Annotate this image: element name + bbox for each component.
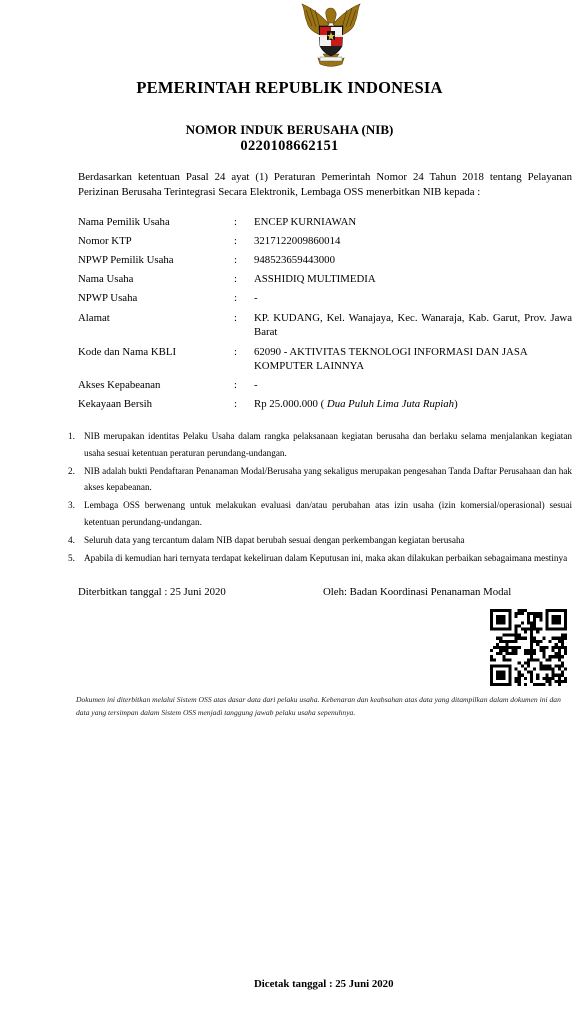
field-separator: : xyxy=(234,398,237,410)
qr-code-icon xyxy=(490,609,567,686)
field-separator: : xyxy=(234,216,237,228)
field-value: 62090 - AKTIVITAS TEKNOLOGI INFORMASI DAN JASA KOMPUTER LAINNYA xyxy=(254,346,528,372)
field-label: Kode dan Nama KBLI xyxy=(78,346,177,358)
government-title: PEMERINTAH REPUBLIK INDONESIA xyxy=(136,78,443,97)
field-separator: : xyxy=(234,254,237,266)
nib-number: 0220108662151 xyxy=(240,138,339,154)
issuing-authority: Oleh: Badan Koordinasi Penanaman Modal xyxy=(323,586,512,598)
field-label: Nama Pemilik Usaha xyxy=(78,216,170,228)
garuda-emblem-icon xyxy=(298,2,364,70)
note-text: NIB merupakan identitas Pelaku Usaha dalam rangka pelaksanaan kegiatan berusaha dan berlaku selama menjalankan kegiatan usaha sesuai ketentuan peraturan perundang-undangan. xyxy=(84,431,572,458)
note-number: 5. xyxy=(68,552,75,563)
field-value: ENCEP KURNIAWAN xyxy=(254,216,357,228)
net-worth-close: ) xyxy=(454,398,458,410)
note-item xyxy=(68,497,572,530)
note-item xyxy=(68,428,572,461)
intro-paragraph: Berdasarkan ketentuan Pasal 24 ayat (1) Peraturan Pemerintah Nomor 24 Tahun 2018 tentang Pelayanan Perizinan Berusaha Terintegrasi Secara Elektronik, Lembaga OSS menerbitkan NIB kepada : xyxy=(78,171,572,198)
document-title: NOMOR INDUK BERUSAHA (NIB) xyxy=(185,122,394,137)
field-separator: : xyxy=(234,379,237,391)
field-value: KP. KUDANG, Kel. Wanajaya, Kec. Wanaraja, Kab. Garut, Prov. Jawa Barat xyxy=(254,312,572,338)
note-number: 1. xyxy=(68,431,75,441)
field-value: - xyxy=(254,379,258,391)
field-separator: : xyxy=(234,346,237,358)
field-label: Nomor KTP xyxy=(78,235,132,247)
field-value xyxy=(254,398,572,412)
note-text: Lembaga OSS berwenang untuk melakukan evaluasi dan/atau perubahan atas izin usaha (izin komersial/operasional) sesuai ketentuan perundang-undangan. xyxy=(84,500,572,527)
printed-date: Dicetak tanggal : 25 Juni 2020 xyxy=(254,978,394,990)
field-separator: : xyxy=(234,235,237,247)
field-label: NPWP Usaha xyxy=(78,292,138,304)
note-item xyxy=(68,463,572,496)
field-separator: : xyxy=(234,312,237,324)
field-value: 948523659443000 xyxy=(254,254,335,266)
field-label: Nama Usaha xyxy=(78,273,134,285)
note-number: 4. xyxy=(68,534,75,545)
net-worth-amount: Rp 25.000.000 ( xyxy=(254,398,325,410)
note-item xyxy=(68,550,572,567)
field-label: Alamat xyxy=(78,312,110,324)
field-label: Kekayaan Bersih xyxy=(78,398,153,410)
field-separator: : xyxy=(234,292,237,304)
note-text: NIB adalah bukti Pendaftaran Penanaman Modal/Berusaha yang sekaligus merupakan pengesahan Tanda Daftar Perusahaan dan hak akses kepabeanan. xyxy=(84,465,572,492)
field-value: ASSHIDIQ MULTIMEDIA xyxy=(254,273,376,285)
note-number: 3. xyxy=(68,500,75,510)
note-text: Seluruh data yang tercantum dalam NIB dapat berubah sesuai dengan perkembangan kegiatan berusaha xyxy=(84,534,465,545)
notes-list xyxy=(68,428,572,568)
note-text: Apabila di kemudian hari ternyata terdapat kekeliruan dalam Keputusan ini, maka akan dilakukan perbaikan sebagaimana mestinya xyxy=(84,552,568,563)
field-value: 3217122009860014 xyxy=(254,235,341,247)
note-item xyxy=(68,532,572,549)
issued-date: Diterbitkan tanggal : 25 Juni 2020 xyxy=(78,586,226,598)
note-number: 2. xyxy=(68,465,75,476)
net-worth-words: Dua Puluh Lima Juta Rupiah xyxy=(326,398,455,410)
field-separator: : xyxy=(234,273,237,285)
field-label: NPWP Pemilik Usaha xyxy=(78,254,174,266)
field-value: - xyxy=(254,292,258,304)
disclaimer-note: Dokumen ini diterbitkan melalui Sistem OSS atas dasar data dari pelaku usaha. Kebenaran dan keabsahan atas data yang ditampilkan dalam dokumen ini dan data yang tersimpan dalam Sistem OSS menjadi tanggung jawab pelaku usaha sepenuhnya. xyxy=(76,695,561,717)
field-label: Akses Kepabeanan xyxy=(78,379,161,391)
